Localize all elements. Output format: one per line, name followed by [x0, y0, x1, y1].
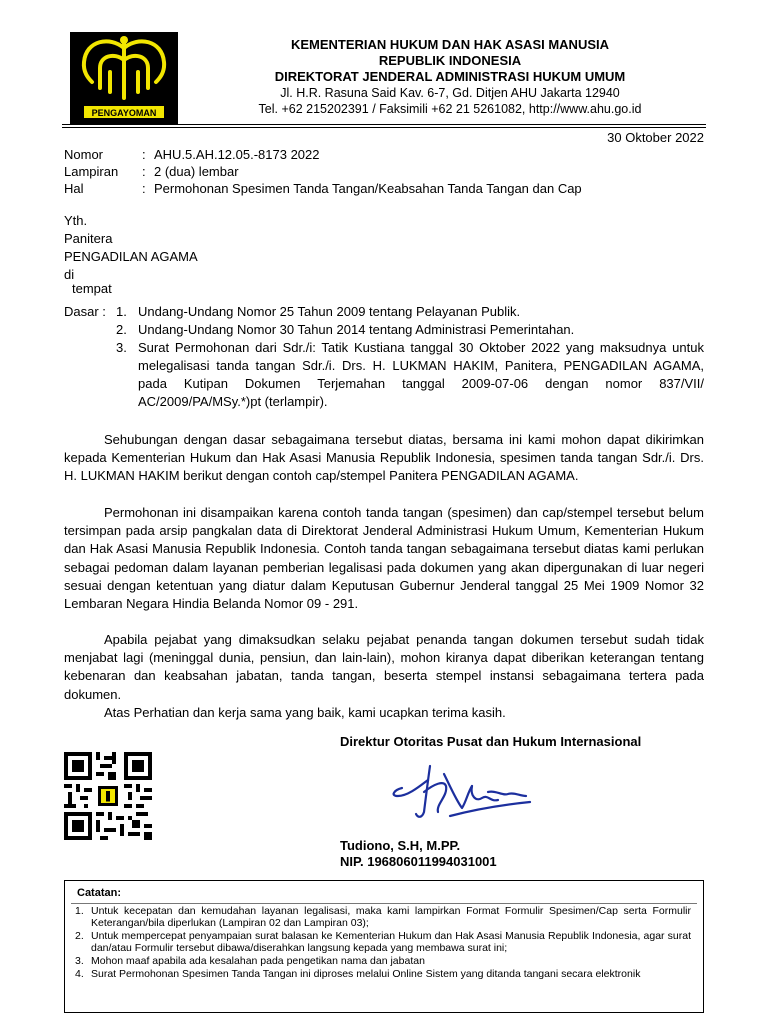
list-item: 3. Mohon maaf apabila ada kesalahan pada pengetikan nama dan jabatan — [75, 955, 425, 967]
meta-colon: : — [142, 164, 146, 179]
notes-title: Catatan: — [77, 887, 122, 899]
signatory-name: Tudiono, S.H, M.PP. — [340, 838, 461, 853]
signatory-title: Direktur Otoritas Pusat dan Hukum Internasional — [340, 734, 642, 749]
notes-box — [64, 880, 704, 1013]
body-paragraph-2: Permohonan ini disampaikan karena contoh tanda tangan (spesimen) dan cap/stempel tersebut belum tersimpan pada arsip pangkalan data di Direktorat Jenderal Administrasi Hukum Umum, Kementerian Hukum dan Hak Asasi Manusia Republik Indonesia. Contoh tanda tangan sebagaimana tersebut diatas kami perlukan sebagai pedoman dalam layanan pemberian legalisasi pada dokumen yang akan dipergunakan di luar negeri sesuai dengan ketentuan yang diatur dalam Keputusan Gubernur Jenderal tanggal 25 Mei 1909 Nomor 32 Lembaran Negara Hindia Belanda Nomor 09 - 291. — [64, 505, 704, 612]
list-item: 3. Surat Permohonan dari Sdr./i: Tatik Kustiana tanggal 30 Oktober 2022 yang maksudnya untuk melegalisasi tanda tangan Sdr./i. Drs. H. LUKMAN HAKIM, Panitera, PENGADILAN AGAMA, pada Kutipan Dokumen Terjemahan tanggal 2009-07-06 dengan nomor 837/VII/ AC/2009/PA/MSy.*)pt (terlampir). — [116, 340, 704, 409]
meta-colon: : — [142, 181, 146, 196]
legal-basis-label: Dasar : — [64, 304, 106, 319]
recipient-court: PENGADILAN AGAMA — [64, 249, 198, 264]
letterhead-divider — [62, 124, 706, 125]
list-item: 1. Untuk kecepatan dan kemudahan layanan legalisasi, maka kami lampirkan Format Formulir Spesimen/Cap serta Formulir Keterangan/bila diperlukan (Lampiran 02 dan Lampiran 03); — [75, 905, 691, 929]
handwritten-signature — [380, 756, 550, 836]
ministry-logo — [70, 32, 178, 124]
meta-value: AHU.5.AH.12.05.-8173 2022 — [154, 147, 320, 162]
signatory-block — [340, 838, 497, 870]
body-paragraph-1: Sehubungan dengan dasar sebagaimana tersebut diatas, bersama ini kami mohon dapat dikirimkan kepada Kementerian Hukum dan Hak Asasi Manusia Republik Indonesia, spesimen tanda tangan Sdr./i. Drs. H. LUKMAN HAKIM berikut dengan contoh cap/stempel Panitera PENGADILAN AGAMA. — [64, 432, 704, 484]
letterhead-divider-thin — [62, 127, 706, 128]
body-paragraph-4: Atas Perhatian dan kerja sama yang baik, kami ucapkan terima kasih. — [104, 705, 506, 720]
meta-colon: : — [142, 147, 146, 162]
meta-label: Hal — [64, 181, 84, 196]
recipient-tempat: tempat — [72, 281, 112, 296]
list-item: 4. Surat Permohonan Spesimen Tanda Tangan ini diproses melalui Online Sistem yang ditanda tangani secara elektronik — [75, 968, 641, 980]
meta-label: Nomor — [64, 147, 104, 162]
letter-date: 30 Oktober 2022 — [607, 130, 704, 145]
meta-value: 2 (dua) lembar — [154, 164, 239, 179]
pengayoman-banyan-tree-icon — [70, 32, 178, 124]
directorate-name: DIREKTORAT JENDERAL ADMINISTRASI HUKUM UMUM — [274, 69, 626, 84]
ministry-name: KEMENTERIAN HUKUM DAN HAK ASASI MANUSIA — [290, 37, 610, 52]
office-address: Jl. H.R. Rasuna Said Kav. 6-7, Gd. Ditjen AHU Jakarta 12940 — [280, 86, 620, 100]
country-name: REPUBLIK INDONESIA — [378, 53, 522, 68]
recipient-di: di — [64, 267, 75, 282]
meta-value: Permohonan Spesimen Tanda Tangan/Keabsahan Tanda Tangan dan Cap — [154, 181, 582, 196]
meta-label: Lampiran — [64, 164, 119, 179]
list-item: 1. Undang-Undang Nomor 25 Tahun 2009 tentang Pelayanan Publik. — [116, 304, 521, 319]
list-item: 2. Untuk mempercepat penyampaian surat balasan ke Kementerian Hukum dan Hak Asasi Manusia Republik Indonesia, agar surat dan/atau Formulir tersebut dibawa/diserahkan langsung kepada yang membawa surat ini; — [75, 930, 691, 954]
notes-divider — [71, 903, 697, 904]
office-contact: Tel. +62 215202391 / Faksimili +62 21 5261082, http://www.ahu.go.id — [258, 102, 642, 116]
recipient-panitera: Panitera — [64, 231, 113, 246]
list-item: 2. Undang-Undang Nomor 30 Tahun 2014 tentang Administrasi Pemerintahan. — [116, 322, 575, 337]
signatory-nip: NIP. 196806011994031001 — [340, 854, 497, 869]
recipient-yth: Yth. — [64, 213, 88, 228]
logo-caption: PENGAYOMAN — [91, 108, 157, 118]
body-paragraph-3: Apabila pejabat yang dimaksudkan selaku pejabat penanda tangan dokumen tersebut sudah tidak menjabat lagi (meninggal dunia, pensiun, dan lain-lain), mohon kiranya dapat diberikan keterangan tentang kebenaran dan keabsahan jabatan, tanda tangan, beserta stempel instansi sebagaimana tertera pada dokumen. — [64, 632, 704, 702]
qr-code-icon — [64, 752, 152, 840]
letterhead — [190, 37, 710, 117]
